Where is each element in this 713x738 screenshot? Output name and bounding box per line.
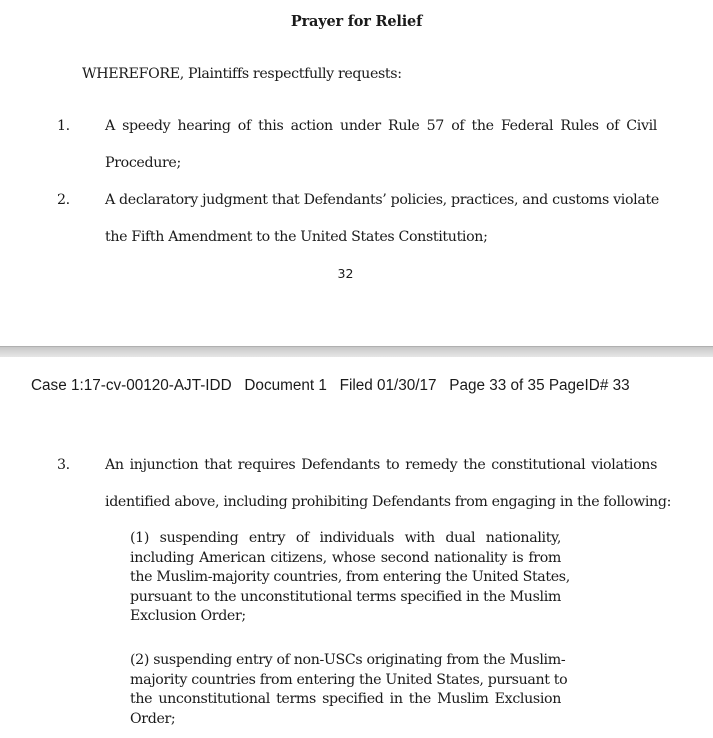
sub-item-line: Order; [130, 710, 176, 727]
sub-item-line: the Muslim-majority countries, from entering the United States, [130, 569, 570, 585]
section-heading: Prayer for Relief [290, 13, 423, 30]
list-item-line: An injunction that requires Defendants to remedy the constitutional violations [105, 457, 657, 473]
sub-item-1 [130, 529, 570, 627]
list-item-number: 3. [57, 457, 70, 473]
page-break [0, 346, 713, 357]
list-item-line: A speedy hearing of this action under Rule 57 of the Federal Rules of Civil [105, 118, 657, 134]
list-item-line: the Fifth Amendment to the United States Constitution; [105, 229, 488, 245]
sub-item-line: (1) suspending entry of individuals with dual nationality, [130, 530, 561, 546]
list-item-number: 2. [57, 192, 70, 208]
list-item-line: A declaratory judgment that Defendants’ policies, practices, and customs violate [105, 192, 659, 208]
sub-item-line: pursuant to the unconstitutional terms specified in the Muslim [130, 588, 561, 605]
sub-item-line: (2) suspending entry of non-USCs originating from the Muslim- [130, 652, 566, 668]
list-item-line: Procedure; [105, 155, 181, 171]
page-number: 32 [337, 266, 354, 281]
list-item-line: identified above, including prohibiting Defendants from engaging in the following: [105, 494, 671, 510]
sub-item-line: including American citizens, whose second nationality is from [130, 549, 561, 566]
case-header: Case 1:17-cv-00120-AJT-IDD Document 1 Filed 01/30/17 Page 33 of 35 PageID# 33 [31, 377, 630, 394]
sub-item-line: the unconstitutional terms specified in the Muslim Exclusion [130, 691, 561, 707]
sub-item-line: majority countries from entering the United States, pursuant to [130, 671, 568, 688]
intro-paragraph: WHEREFORE, Plaintiffs respectfully requests: [82, 66, 402, 82]
list-item-number: 1. [57, 118, 70, 134]
sub-item-2 [130, 651, 568, 729]
sub-item-line: Exclusion Order; [130, 608, 246, 624]
